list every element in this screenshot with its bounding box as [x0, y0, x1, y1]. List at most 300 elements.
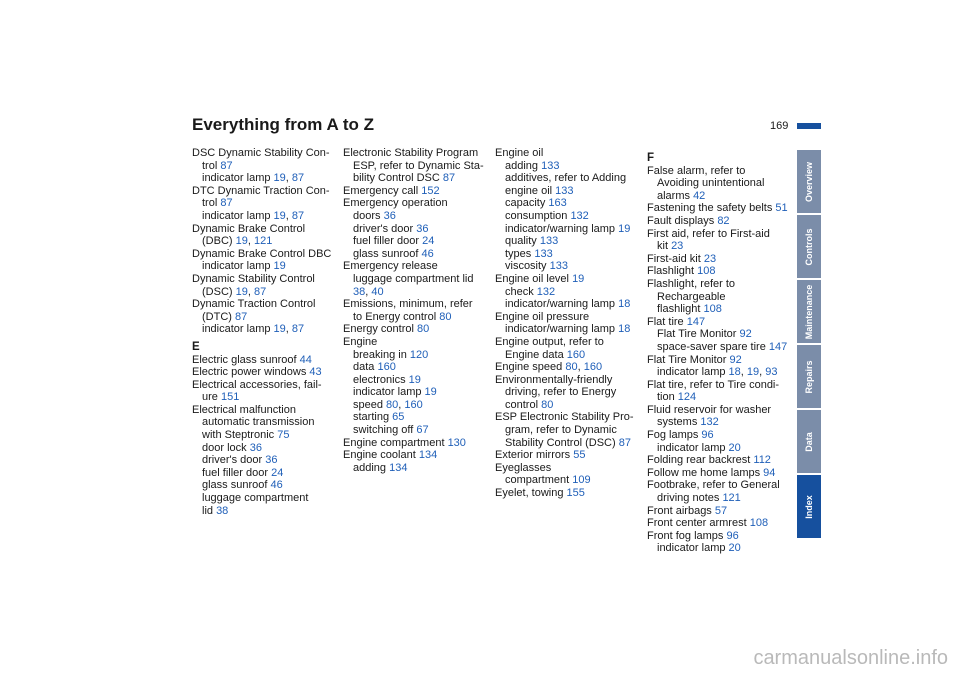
page-reference-link[interactable]: 55: [573, 449, 586, 462]
page-reference-link[interactable]: 132: [570, 209, 589, 222]
index-entry-text: Emergency release: [343, 260, 438, 273]
page-reference-link[interactable]: 36: [265, 454, 278, 467]
index-entry-text: Engine output, refer to: [495, 335, 604, 348]
page-reference-link[interactable]: 160: [583, 361, 603, 374]
index-subentry: [495, 386, 640, 399]
page-reference-link[interactable]: 93: [765, 366, 778, 379]
index-subentry: [343, 273, 488, 286]
index-entry-text: driver's door: [202, 454, 266, 467]
index-subentry: speed 80, 160: [353, 398, 423, 411]
index-entry: [343, 185, 488, 198]
index-entry-text: electronics: [353, 373, 409, 386]
page-reference-link[interactable]: 67: [416, 424, 429, 437]
index-entry-text: Footbrake, refer to General: [647, 479, 780, 492]
index-entry-text: Electrical malfunction: [192, 403, 296, 416]
index-column-3: [495, 147, 640, 500]
index-subentry: [343, 411, 488, 424]
index-entry-text: trol: [202, 197, 221, 210]
index-subentry: [343, 311, 488, 324]
page-reference-link[interactable]: 36: [249, 441, 262, 454]
page-reference-link[interactable]: 108: [703, 303, 722, 316]
page-reference-link[interactable]: 19: [273, 209, 286, 222]
page-reference-link[interactable]: 133: [539, 235, 559, 248]
index-entry: [495, 411, 640, 424]
index-entry-text: (DTC): [202, 310, 235, 323]
page-reference-link[interactable]: 134: [389, 461, 408, 474]
index-entry: [343, 437, 488, 450]
page-reference-link[interactable]: 75: [277, 429, 290, 442]
tab-controls[interactable]: [797, 215, 821, 278]
index-subentry: [343, 349, 488, 362]
page-reference-link[interactable]: 51: [775, 202, 788, 215]
page-reference-link[interactable]: 57: [714, 504, 728, 517]
index-letter-heading: F: [647, 152, 655, 164]
index-subentry: [495, 172, 640, 185]
index-entry-text: trol: [202, 159, 221, 172]
index-entry-text: Flat Tire Monitor: [657, 328, 740, 341]
index-entry-text: consumption: [505, 209, 571, 222]
page-reference-link[interactable]: 19: [746, 366, 760, 379]
index-entry-text: Engine speed: [495, 361, 566, 374]
page-reference-link[interactable]: 120: [409, 348, 429, 361]
index-entry-text: driving, refer to Energy: [505, 386, 617, 399]
index-entry-text: indicator/warning lamp: [505, 298, 619, 311]
index-entry-text: glass sunroof: [353, 247, 422, 260]
index-entry: [647, 404, 792, 417]
index-subentry: [343, 172, 488, 185]
index-entry-text: First aid, refer to First-aid: [647, 227, 770, 240]
index-entry: [495, 336, 640, 349]
index-entry-text: adding: [353, 461, 390, 474]
index-entry: [192, 366, 337, 379]
index-subentry: [495, 248, 640, 261]
page-reference-link[interactable]: 147: [686, 315, 706, 328]
index-entry-text: Engine data: [505, 348, 567, 361]
index-subentry: [647, 328, 792, 341]
page-reference-link[interactable]: 82: [717, 214, 730, 227]
index-entry: [192, 273, 337, 286]
index-subentry: [343, 424, 488, 437]
page-reference-link[interactable]: 163: [548, 197, 567, 210]
index-entry-text: indicator lamp: [202, 260, 274, 273]
index-entry: [647, 379, 792, 392]
index-entry: [192, 354, 337, 367]
page-reference-link[interactable]: 80: [565, 361, 578, 374]
page-reference-link[interactable]: 18: [618, 323, 631, 336]
index-subentry: [192, 160, 337, 173]
index-subentry: [343, 210, 488, 223]
index-subentry: [495, 235, 640, 248]
index-subentry: [647, 492, 792, 505]
index-entry-text: Fault displays: [647, 214, 718, 227]
index-subentry: 38, 40: [353, 285, 384, 298]
index-entry-text: Emissions, minimum, refer: [343, 298, 473, 311]
index-subentry: [343, 386, 488, 399]
page-reference-link[interactable]: 19: [273, 323, 286, 336]
index-entry: [495, 374, 640, 387]
page-reference-link[interactable]: 160: [566, 348, 586, 361]
page-reference-link[interactable]: 18: [618, 298, 631, 311]
section-tabs: [797, 150, 821, 540]
page-reference-link[interactable]: 80: [541, 398, 554, 411]
tab-data[interactable]: [797, 410, 821, 473]
index-entry-text: Flashlight: [647, 265, 698, 278]
page-reference-link[interactable]: 151: [220, 391, 240, 404]
index-entry: [495, 449, 640, 462]
tab-label: Data: [804, 431, 814, 452]
index-subentry: [647, 391, 792, 404]
index-entry-text: viscosity: [505, 260, 550, 273]
index-subentry: [192, 391, 337, 404]
index-entry-text: First-aid kit: [647, 252, 704, 265]
tab-repairs[interactable]: [797, 345, 821, 408]
index-entry-text: indicator lamp: [657, 441, 729, 454]
index-entry-text: data: [353, 361, 378, 374]
index-entry: [647, 517, 792, 530]
index-subentry: [192, 492, 337, 505]
index-entry-text: Engine: [343, 335, 378, 348]
page-reference-link[interactable]: 36: [383, 209, 396, 222]
index-subentry: [343, 223, 488, 236]
index-subentry: [495, 424, 640, 437]
index-entry: [343, 449, 488, 462]
index-subentry: [495, 323, 640, 336]
index-subentry: indicator lamp 19, 87: [202, 172, 305, 185]
index-entry: [647, 505, 792, 518]
index-entry-text: engine oil: [505, 184, 556, 197]
index-entry-text: luggage compartment: [202, 492, 309, 505]
index-entry-text: DTC Dynamic Traction Con-: [192, 184, 330, 197]
index-entry: [192, 248, 337, 261]
index-subentry: [495, 223, 640, 236]
page-reference-link[interactable]: 155: [566, 487, 585, 500]
index-subentry: indicator lamp 19, 87: [202, 323, 305, 336]
page-reference-link[interactable]: 80: [439, 310, 452, 323]
index-entry: [647, 228, 792, 241]
index-entry-text: Eyelet, towing: [495, 487, 567, 500]
index-entry-text: alarms: [657, 189, 694, 202]
page-reference-link[interactable]: 38: [216, 504, 229, 517]
index-entry: [343, 260, 488, 273]
index-entry-text: (DSC): [202, 285, 236, 298]
index-entry: [343, 147, 488, 160]
page-reference-link[interactable]: 46: [270, 479, 283, 492]
index-subentry: [495, 437, 640, 450]
index-entry: [192, 147, 337, 160]
tab-label: Repairs: [804, 359, 814, 394]
page-reference-link[interactable]: 42: [693, 189, 706, 202]
index-entry-text: control: [505, 398, 542, 411]
page-reference-link[interactable]: 87: [618, 436, 631, 449]
page-reference-link[interactable]: 160: [377, 361, 396, 374]
page-reference-link[interactable]: 24: [271, 466, 284, 479]
index-entry-text: fuel filler door: [353, 235, 423, 248]
page-reference-link[interactable]: 130: [447, 436, 466, 449]
index-subentry: [192, 442, 337, 455]
index-entry-text: fuel filler door: [202, 466, 272, 479]
page-reference-link[interactable]: 23: [671, 240, 684, 253]
index-entry: [647, 202, 792, 215]
index-entry: [192, 223, 337, 236]
index-entry: [495, 462, 640, 475]
page-reference-link[interactable]: 87: [235, 310, 248, 323]
index-entry-text: adding: [505, 159, 542, 172]
page-reference-link[interactable]: 112: [753, 454, 771, 467]
index-subentry: [192, 505, 337, 518]
index-entry-text: check: [505, 285, 537, 298]
page-reference-link[interactable]: 20: [728, 441, 741, 454]
index-entry-text: Engine coolant: [343, 449, 419, 462]
index-entry-text: ESP Electronic Stability Pro-: [495, 411, 634, 424]
page-reference-link[interactable]: 121: [722, 492, 741, 505]
index-subentry: [495, 474, 640, 487]
page-reference-link[interactable]: 38: [353, 285, 366, 298]
page-reference-link[interactable]: 87: [253, 285, 267, 298]
index-entry-text: Exterior mirrors: [495, 449, 574, 462]
index-entry-text: Energy control: [343, 323, 417, 336]
index-entry-text: Follow me home lamps: [647, 466, 764, 479]
index-entry-text: with Steptronic: [202, 429, 278, 442]
page-reference-link[interactable]: 87: [291, 323, 305, 336]
index-subentry: [192, 197, 337, 210]
index-entry-text: luggage compartment lid: [353, 272, 474, 285]
index-entry-text: kit: [657, 240, 672, 253]
index-entry-text: Folding rear backrest: [647, 454, 754, 467]
page-reference-link[interactable]: 160: [404, 398, 423, 411]
page-reference-link[interactable]: 20: [728, 542, 741, 555]
page-reference-link[interactable]: 36: [416, 222, 429, 235]
index-entry-text: flashlight: [657, 303, 704, 316]
index-entry-text: Electric power windows: [192, 366, 310, 379]
page-reference-link[interactable]: 19: [572, 272, 585, 285]
index-subentry: [647, 341, 792, 354]
page-reference-link[interactable]: 133: [555, 184, 574, 197]
page-reference-link[interactable]: 124: [677, 391, 697, 404]
index-entry-text: speed: [353, 398, 387, 411]
index-subentry: [495, 298, 640, 311]
page-reference-link[interactable]: 147: [768, 340, 788, 353]
page-reference-link[interactable]: 40: [371, 285, 384, 298]
index-entry: [647, 165, 792, 178]
index-entry-text: capacity: [505, 197, 549, 210]
page-reference-link[interactable]: 133: [541, 159, 560, 172]
index-entry-text: gram, refer to Dynamic: [505, 424, 617, 437]
index-entry-text: driver's door: [353, 222, 417, 235]
index-subentry: [647, 190, 792, 203]
index-column-4: [647, 147, 792, 555]
page-reference-link[interactable]: 44: [299, 353, 312, 366]
page-reference-link[interactable]: 80: [416, 323, 430, 336]
index-entry-text: Flat tire, refer to Tire condi-: [647, 378, 780, 391]
index-subentry: [495, 210, 640, 223]
index-entry-text: Environmentally-friendly: [495, 373, 613, 386]
page-reference-link[interactable]: 87: [220, 159, 233, 172]
index-entry-text: Avoiding unintentional: [657, 177, 765, 190]
watermark: carmanualsonline.info: [753, 647, 948, 669]
index-entry-text: ESP, refer to Dynamic Sta-: [353, 159, 484, 172]
tab-label: Maintenance: [804, 284, 814, 339]
page-reference-link[interactable]: 19: [235, 285, 248, 298]
index-entry-text: systems: [657, 416, 701, 429]
index-entry-text: Dynamic Stability Control: [192, 272, 315, 285]
page-reference-link[interactable]: 87: [220, 197, 233, 210]
page-number-bar: [797, 123, 821, 129]
index-entry: [647, 479, 792, 492]
page-reference-link[interactable]: 19: [235, 235, 248, 248]
index-entry-text: door lock: [202, 441, 250, 454]
index-entry: [343, 323, 488, 336]
page-reference-link[interactable]: 152: [421, 184, 440, 197]
index-entry-text: Eyeglasses: [495, 461, 552, 474]
index-subentry: [192, 429, 337, 442]
index-subentry: [495, 399, 640, 412]
page-reference-link[interactable]: 134: [418, 449, 438, 462]
index-entry-text: indicator lamp: [657, 542, 729, 555]
index-entry-text: indicator lamp: [202, 172, 274, 185]
index-entry-text: Engine oil pressure: [495, 310, 590, 323]
index-entry: [647, 354, 792, 367]
index-subentry: [192, 311, 337, 324]
index-column-1: [192, 147, 337, 517]
index-entry-text: indicator lamp: [202, 209, 274, 222]
index-subentry: [647, 542, 792, 555]
index-subentry: [495, 197, 640, 210]
index-entry-text: Engine oil level: [495, 272, 573, 285]
index-entry-text: switching off: [353, 424, 417, 437]
tab-overview[interactable]: [797, 150, 821, 213]
index-entry: [495, 147, 640, 160]
index-entry: [495, 273, 640, 286]
index-entry-text: lid: [202, 504, 217, 517]
index-entry-text: Rechargeable: [657, 290, 726, 303]
index-entry-text: indicator/warning lamp: [505, 222, 619, 235]
index-entry-text: glass sunroof: [202, 479, 271, 492]
index-entry-text: compartment: [505, 474, 573, 487]
page-reference-link[interactable]: 23: [703, 252, 717, 265]
page-reference-link[interactable]: 24: [422, 235, 435, 248]
page-title: Everything from A to Z: [192, 115, 374, 134]
page-reference-link[interactable]: 87: [442, 172, 456, 185]
page-reference-link[interactable]: 65: [392, 411, 405, 424]
page-reference-link[interactable]: 19: [408, 373, 421, 386]
index-entry-text: indicator lamp: [353, 386, 425, 399]
page-reference-link[interactable]: 46: [421, 247, 434, 260]
index-entry-text: Stability Control (DSC): [505, 436, 619, 449]
index-entry: Engine speed 80, 160: [495, 361, 603, 374]
index-entry-text: Engine compartment: [343, 436, 448, 449]
page-reference-link[interactable]: 96: [701, 429, 714, 442]
page-reference-link[interactable]: 109: [572, 474, 591, 487]
index-subentry: [647, 442, 792, 455]
index-entry: [192, 298, 337, 311]
index-subentry: [495, 260, 640, 273]
index-entry: [647, 278, 792, 291]
page-reference-link[interactable]: 92: [729, 353, 742, 366]
page-reference-link[interactable]: 87: [291, 172, 305, 185]
index-subentry: [495, 185, 640, 198]
page-reference-link[interactable]: 133: [549, 260, 568, 273]
index-entry-text: Fog lamps: [647, 429, 702, 442]
index-entry: [647, 265, 792, 278]
index-entry-text: tion: [657, 391, 678, 404]
index-entry-text: Electric glass sunroof: [192, 353, 300, 366]
index-subentry: [495, 286, 640, 299]
page-number: 169: [770, 120, 789, 132]
index-entry-text: Electrical accessories, fail-: [192, 378, 322, 391]
page-reference-link[interactable]: 132: [700, 416, 719, 429]
index-entry-text: Front center armrest: [647, 517, 750, 530]
page-reference-link[interactable]: 19: [273, 172, 286, 185]
index-subentry: (DSC) 19, 87: [202, 285, 267, 298]
index-letter-heading: E: [192, 340, 200, 353]
index-subentry: indicator lamp 18, 19, 93: [657, 366, 778, 379]
index-entry: [647, 454, 792, 467]
index-entry-text: quality: [505, 235, 540, 248]
page-reference-link[interactable]: 121: [253, 235, 273, 248]
tab-label: Controls: [804, 228, 814, 265]
page-reference-link[interactable]: 108: [697, 265, 716, 278]
index-subentry: [192, 416, 337, 429]
page-reference-link[interactable]: 96: [726, 529, 739, 542]
page-reference-link[interactable]: 92: [739, 328, 752, 341]
index-entry-text: indicator lamp: [657, 366, 729, 379]
index-entry-text: space-saver spare tire: [657, 340, 769, 353]
page-reference-link[interactable]: 87: [291, 209, 305, 222]
index-subentry: [192, 467, 337, 480]
index-entry: [647, 316, 792, 329]
page-reference-link[interactable]: 133: [534, 247, 553, 260]
index-subentry: [192, 479, 337, 492]
index-entry-text: indicator lamp: [202, 323, 274, 336]
index-entry-text: to Energy control: [353, 310, 440, 323]
page-reference-link[interactable]: 43: [309, 366, 322, 379]
tab-maintenance[interactable]: [797, 280, 821, 343]
page-reference-link[interactable]: 108: [749, 517, 769, 530]
page-reference-link[interactable]: 19: [273, 260, 286, 273]
page-reference-link[interactable]: 94: [763, 466, 776, 479]
index-subentry: [343, 361, 488, 374]
index-entry: [647, 530, 792, 543]
index-entry-text: Fastening the safety belts: [647, 202, 776, 215]
page-reference-link[interactable]: 19: [618, 222, 631, 235]
index-entry-text: Flat Tire Monitor: [647, 353, 730, 366]
index-entry: [343, 298, 488, 311]
index-entry-text: Dynamic Brake Control DBC: [192, 247, 332, 260]
index-entry-text: ure: [202, 391, 221, 404]
index-entry-text: additives, refer to Adding: [505, 172, 627, 185]
index-entry-text: starting: [353, 411, 393, 424]
page-reference-link[interactable]: 19: [424, 386, 437, 399]
index-entry: [343, 336, 488, 349]
index-subentry: [647, 177, 792, 190]
index-entry-text: Front fog lamps: [647, 529, 727, 542]
index-entry: [495, 487, 640, 500]
index-entry: [495, 311, 640, 324]
index-entry-text: Fluid reservoir for washer: [647, 403, 772, 416]
index-entry: [192, 185, 337, 198]
page-reference-link[interactable]: 18: [728, 366, 741, 379]
index-entry-text: driving notes: [657, 492, 723, 505]
index-entry-text: False alarm, refer to: [647, 164, 746, 177]
page-reference-link[interactable]: 80: [386, 398, 399, 411]
index-entry-text: Flat tire: [647, 315, 687, 328]
index-entry-text: types: [505, 247, 535, 260]
tab-index[interactable]: [797, 475, 821, 538]
index-subentry: [495, 349, 640, 362]
page-reference-link[interactable]: 132: [536, 285, 556, 298]
index-subentry: indicator lamp 19, 87: [202, 209, 305, 222]
index-subentry: (DBC) 19, 121: [202, 235, 273, 248]
